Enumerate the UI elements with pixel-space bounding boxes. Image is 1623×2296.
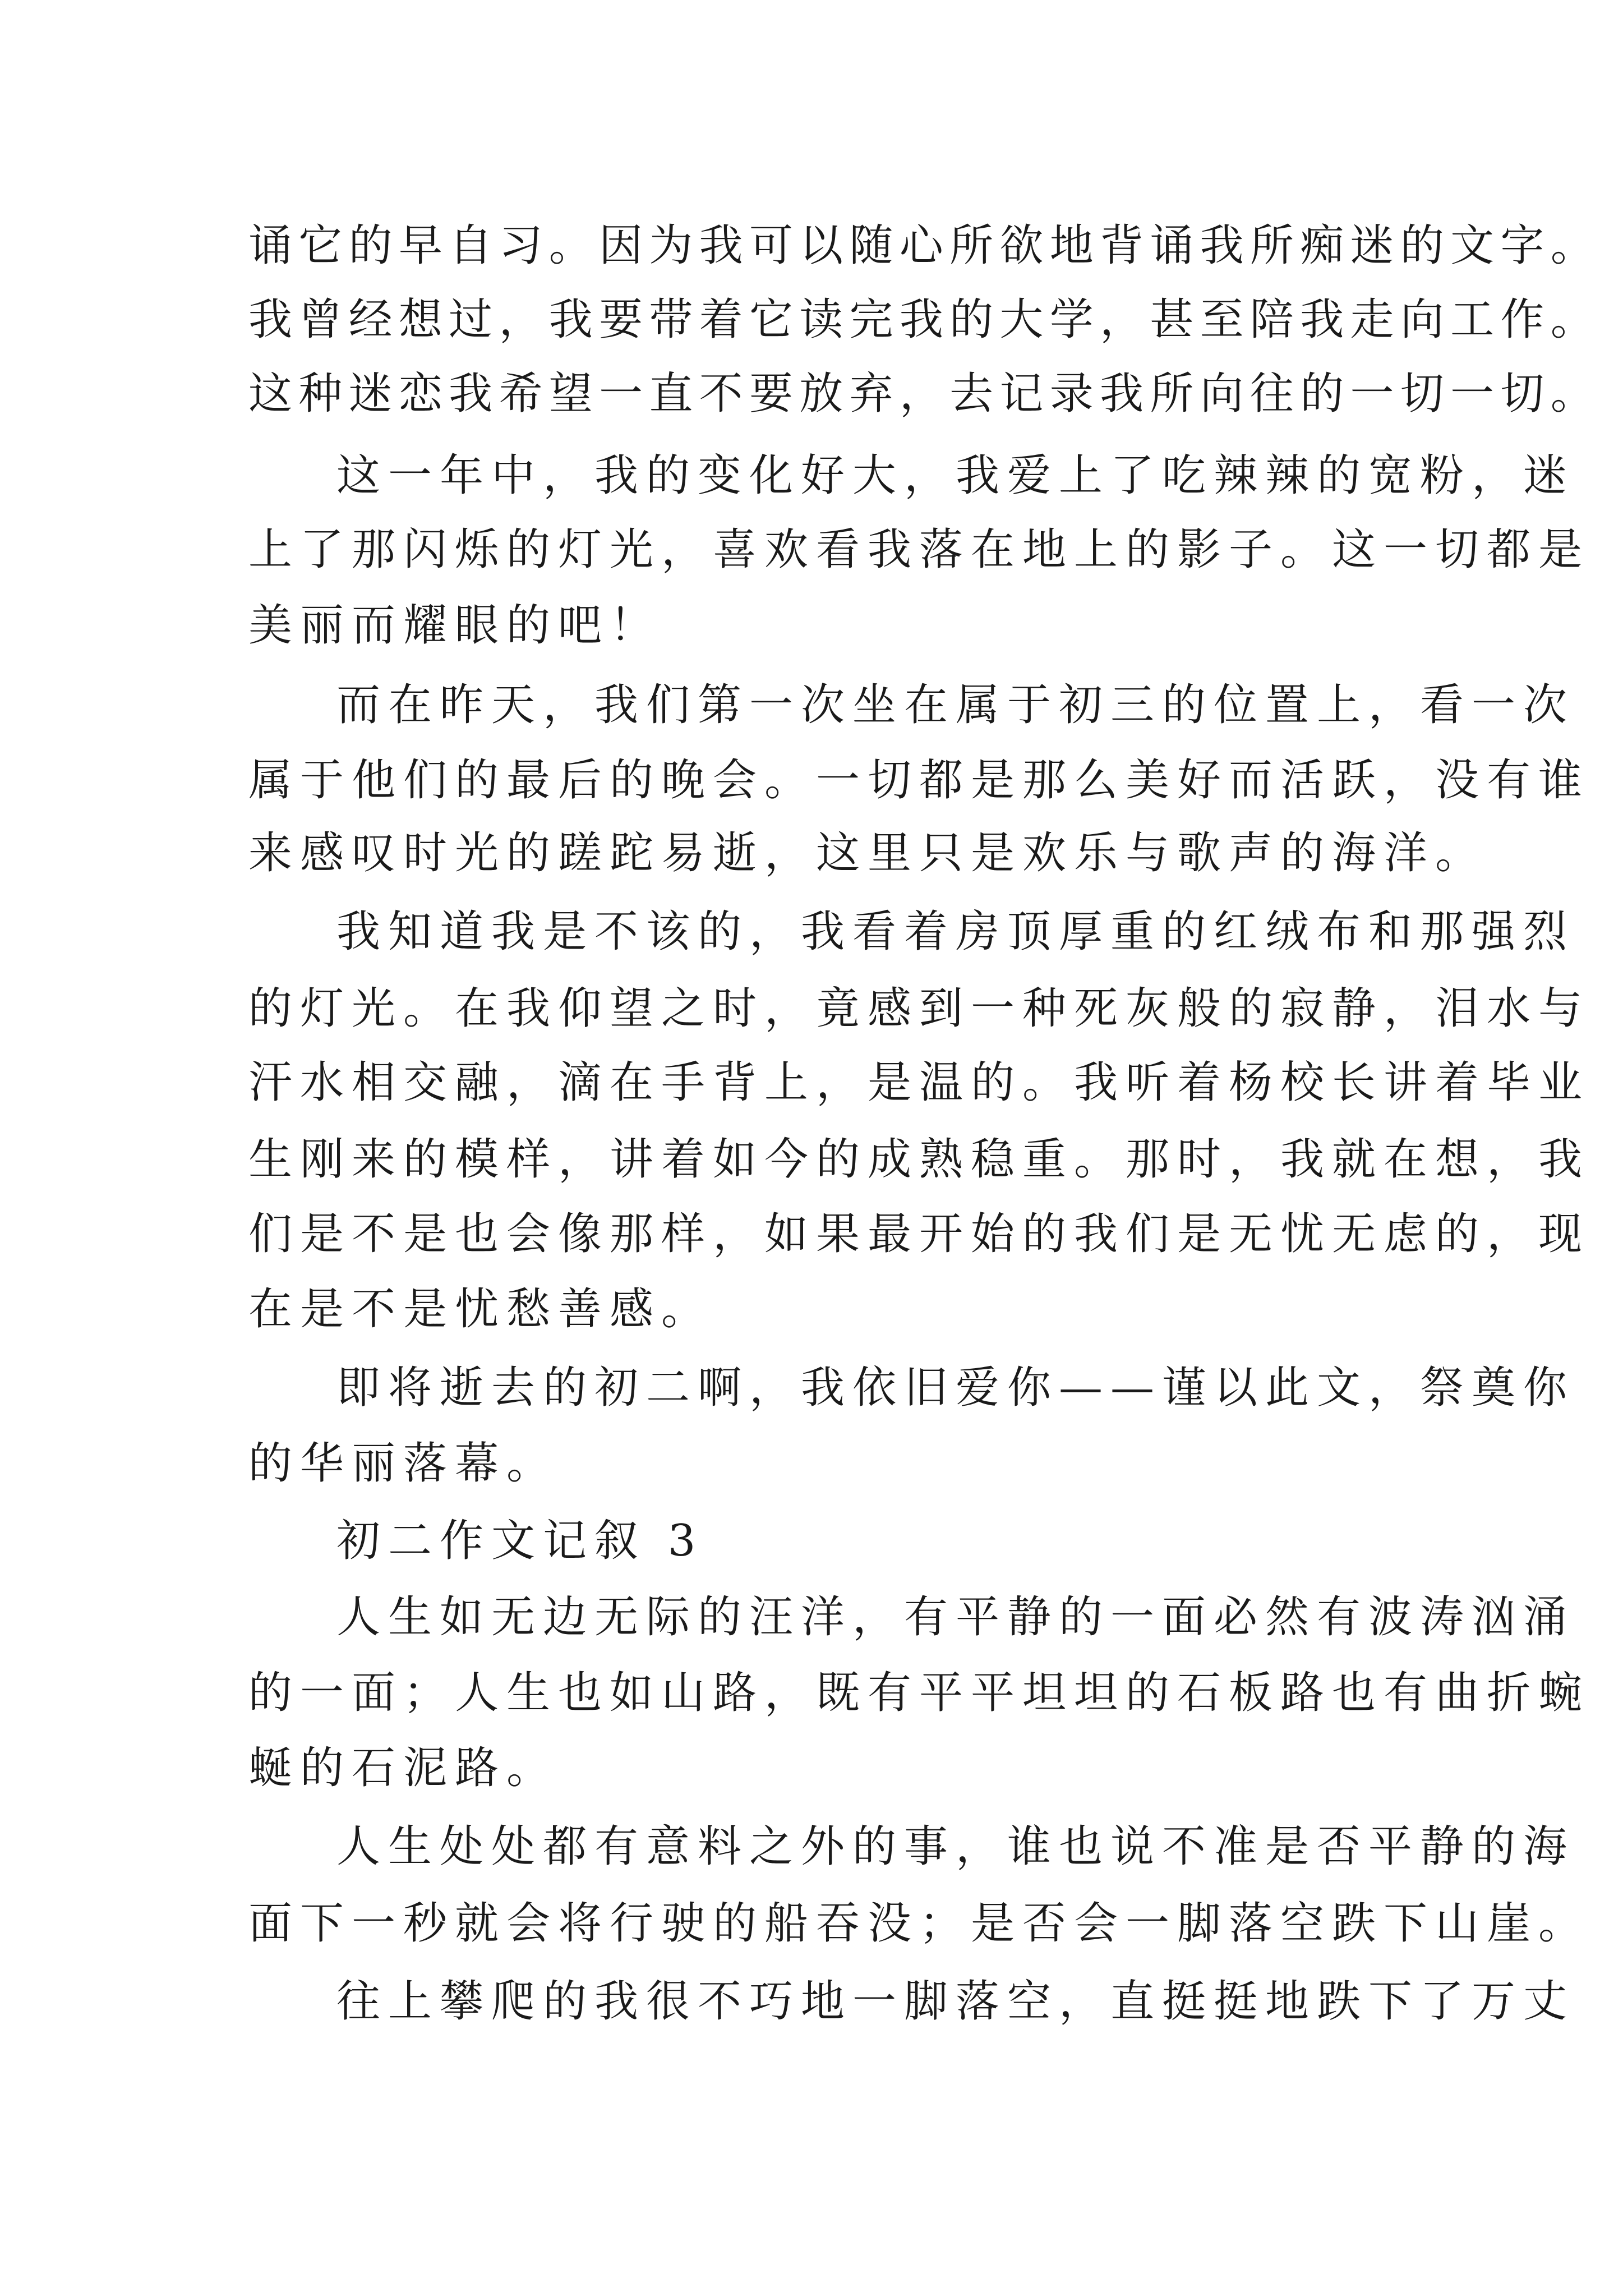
text-line: 诵它的早自习。因为我可以随心所欲地背诵我所痴迷的文字。 [248, 220, 1601, 271]
text-line: 来感叹时光的蹉跎易逝，这里只是欢乐与歌声的海洋。 [248, 828, 1487, 878]
text-line: 在是不是忧愁善感。 [248, 1284, 713, 1335]
text-line: 我曾经想过，我要带着它读完我的大学，甚至陪我走向工作。 [248, 295, 1601, 345]
text-line: 这种迷恋我希望一直不要放弃，去记录我所向往的一切一切。 [248, 369, 1601, 419]
text-line: 蜒的石泥路。 [248, 1743, 559, 1793]
text-line: 汗水相交融，滴在手背上，是温的。我听着杨校长讲着毕业 [248, 1057, 1590, 1108]
text-line: 们是不是也会像那样，如果最开始的我们是无忧无虑的，现 [248, 1209, 1590, 1259]
text-line: 即将逝去的初二啊，我依旧爱你——谨以此文，祭奠你 [336, 1363, 1575, 1413]
text-line: 上了那闪烁的灯光，喜欢看我落在地上的影子。这一切都是 [248, 524, 1590, 575]
text-line: 这一年中，我的变化好大，我爱上了吃辣辣的宽粉，迷 [336, 450, 1575, 501]
text-line: 生刚来的模样，讲着如今的成熟稳重。那时，我就在想，我 [248, 1134, 1590, 1185]
section-heading: 初二作文记叙 3 [336, 1516, 704, 1566]
text-line: 属于他们的最后的晚会。一切都是那么美好而活跃，没有谁 [248, 755, 1590, 806]
text-line: 人生如无边无际的汪洋，有平静的一面必然有波涛汹涌 [336, 1592, 1575, 1642]
text-line: 美丽而耀眼的吧！ [248, 600, 662, 651]
text-line: 我知道我是不该的，我看着房顶厚重的红绒布和那强烈 [336, 907, 1575, 957]
text-line: 人生处处都有意料之外的事，谁也说不准是否平静的海 [336, 1821, 1575, 1872]
text-line: 往上攀爬的我很不巧地一脚落空，直挺挺地跌下了万丈 [336, 1976, 1575, 2027]
text-line: 的华丽落幕。 [248, 1438, 559, 1489]
text-line: 面下一秒就会将行驶的船吞没；是否会一脚落空跌下山崖。 [248, 1898, 1590, 1949]
text-line: 的一面；人生也如山路，既有平平坦坦的石板路也有曲折蜿 [248, 1668, 1590, 1718]
text-line: 的灯光。在我仰望之时，竟感到一种死灰般的寂静，泪水与 [248, 983, 1590, 1034]
text-line: 而在昨天，我们第一次坐在属于初三的位置上，看一次 [336, 680, 1575, 730]
